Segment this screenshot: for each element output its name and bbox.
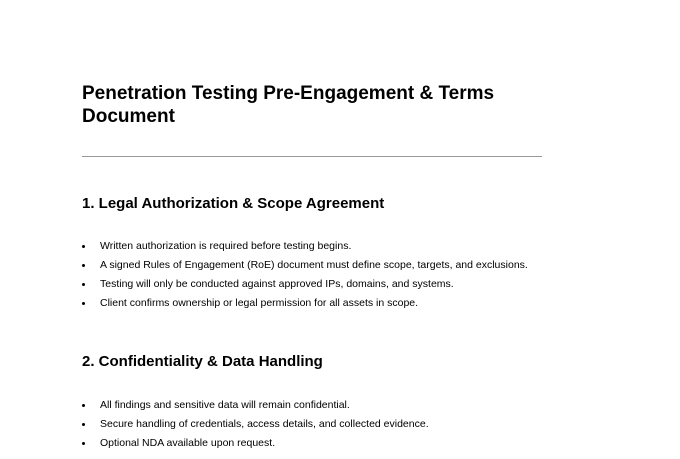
list-item-text: Secure handling of credentials, access details, and collected evidence. <box>100 418 429 430</box>
list-item-text: All findings and sensitive data will remain confidential. <box>100 399 350 411</box>
list-item-text: Optional NDA available upon request. <box>100 437 276 449</box>
list-item <box>82 436 662 455</box>
bullet-icon <box>82 283 85 286</box>
bullet-icon <box>82 404 85 407</box>
list-item <box>82 258 662 277</box>
bullet-icon <box>82 264 85 267</box>
list-item-text: Written authorization is required before testing begins. <box>100 240 352 252</box>
document-title: Penetration Testing Pre-Engagement & Terms Document <box>82 83 495 127</box>
list-item <box>82 398 662 417</box>
list-item-text: A signed Rules of Engagement (RoE) document must define scope, targets, and exclusions. <box>100 259 528 271</box>
horizontal-divider <box>82 156 542 157</box>
list-item <box>82 239 662 258</box>
legal-authorization-list <box>82 239 662 315</box>
bullet-icon <box>82 442 85 445</box>
section-heading-legal-authorization: 1. Legal Authorization & Scope Agreement <box>82 195 385 212</box>
bullet-icon <box>82 302 85 305</box>
list-item <box>82 277 662 296</box>
list-item <box>82 417 662 436</box>
list-item-text: Client confirms ownership or legal permission for all assets in scope. <box>100 297 419 309</box>
list-item <box>82 296 662 315</box>
list-item-text: Testing will only be conducted against approved IPs, domains, and systems. <box>100 278 454 290</box>
bullet-icon <box>82 423 85 426</box>
bullet-icon <box>82 245 85 248</box>
section-heading-confidentiality: 2. Confidentiality & Data Handling <box>82 353 323 370</box>
confidentiality-list <box>82 398 662 455</box>
